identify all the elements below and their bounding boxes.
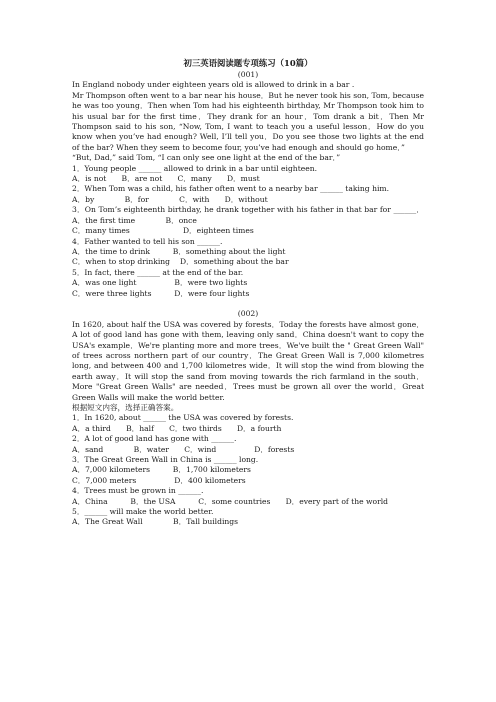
passage-2-paragraph: In 1620, about half the USA was covered by forests．Today the forests have almost gone．A lot of good land has gone with them, leaving only sand．China doesn't want to copy the USA's example．We're planting more and more trees．We've built the " Great Green Wall" of trees across northern part of our country．The Great Green Wall is 7,000 kilometres long, and between 400 and 1,700 kilometres wide．It will stop the wind from blowing the earth away．It will stop the sand from moving towards the rich farmland in the south．More "Great Green Walls" are needed．Trees must be grown all over the world．Great Green Walls will make the world better. — [72, 319, 424, 402]
passage-1-paragraph: “But, Dad,” said Tom, “I can only see one light at the end of the bar．” — [72, 153, 341, 163]
answer-options: C．7,000 meters D．400 kilometers — [72, 475, 246, 485]
answer-options: A．sand B．water C．wind D．forests — [72, 444, 295, 454]
question-line: 2．When Tom was a child, his father often went to a nearby bar ______ taking him. — [72, 184, 390, 194]
question-line: 3．The Great Green Wall in China is ______ long. — [72, 455, 259, 465]
question-line: 1．In 1620, about ______ the USA was covered by forests. — [72, 413, 294, 423]
answer-options: C．were three lights D．were four lights — [72, 288, 250, 298]
section-gap — [72, 299, 424, 309]
question-line: 4．Trees must be grown in ______. — [72, 486, 204, 496]
answer-options: A．is not B．are not C．many D．must — [72, 174, 260, 184]
question-line: 5．______ will make the world better. — [72, 507, 214, 517]
question-line: 3．On Tom’s eighteenth birthday, he drank together with his father in that bar for ______．A．the first time B．once — [72, 205, 424, 225]
passage-1-paragraph: Mr Thompson often went to a bar near his house．But he never took his son, Tom, because he was too young．Then when Tom had his eighteenth birthday, Mr Thompson took him to his usual bar for the first time．They drank for an hour．Tom drank a bit．Then Mr Thompson said to his son, “Now, Tom, I want to teach you a useful lesson．How do you know when you’ve had enough? Well, I’ll tell you．Do you see those two lights at the end of the bar? When they seem to become four, you’ve had enough and should go home．” — [72, 90, 424, 152]
question-line: 4．Father wanted to tell his son ______. — [72, 236, 223, 246]
passage-1-paragraph: In England nobody under eighteen years old is allowed to drink in a bar . — [72, 80, 355, 90]
answer-options: C．many times D．eighteen times — [72, 226, 254, 236]
document-body — [72, 70, 424, 528]
answer-options: A．The Great Wall B．Tall buildings — [72, 517, 239, 527]
answer-options: C．when to stop drinking D．something about the bar — [72, 257, 289, 267]
passage-2-instruction: 根据短文内容，选择正确答案。 — [72, 402, 179, 412]
answer-options: A．China B．the USA C．some countries D．every part of the world — [72, 496, 388, 506]
answer-options: A．the time to drink B．something about the light — [72, 246, 286, 256]
answer-options: A．by B．for C．with D．without — [72, 194, 268, 204]
question-line: 1．Young people ______ allowed to drink in a bar until eighteen. — [72, 163, 318, 173]
question-line: 2．A lot of good land has gone with ______. — [72, 434, 237, 444]
answer-options: A．was one light B．were two lights — [72, 278, 248, 288]
answer-options: A．7,000 kilometers B．1,700 kilometers — [72, 465, 251, 475]
passage-2-number: (002) — [237, 309, 259, 319]
document-title: 初三英语阅读题专项练习（10篇） — [183, 58, 313, 68]
question-line: 5．In fact, there ______ at the end of the bar. — [72, 267, 244, 277]
passage-1-number: (001) — [237, 70, 259, 79]
answer-options: A．a third B．half C．two thirds D．a fourth — [72, 423, 282, 433]
